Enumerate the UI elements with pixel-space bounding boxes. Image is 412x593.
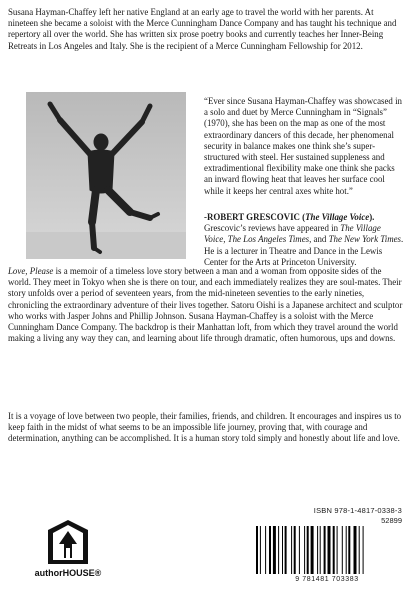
dancer-photo-image [26,92,186,259]
barcode-bar [333,526,335,574]
barcode-bar [359,526,360,574]
review-attribution [204,212,404,268]
barcode-bar [311,526,314,574]
barcode-bar [354,526,357,574]
barcode-bar [363,526,364,574]
barcode-block [252,506,402,586]
barcode-bar [265,526,266,574]
reviewer-bio-2: and [311,234,329,245]
closing-paragraph: It is a voyage of love between two people, their families, friends, and children. It encourages and inspires us to keep faith in the midst of what seems to be an impossible life journey, proving that, with courage and determination, anything can be accomplished. It is a human story told simply and honestly about life and love. [8,411,402,444]
barcode-bar [278,526,279,574]
reviewer-pub-2: The New York Times [328,234,402,245]
reviewer-pubs: The Village Voice, The Los Angeles Times, [204,223,381,245]
barcode-bars [256,526,398,576]
barcode-bar [260,526,261,574]
reviewer-bio-1: Grescovic’s reviews have appeared in [204,223,341,234]
barcode-bar [269,526,271,574]
barcode-bar [299,526,300,574]
barcode-bar [324,526,326,574]
barcode-bar [346,526,347,574]
synopsis-text: is a memoir of a timeless love story between a man and a woman from opposite sides of the world. They meet in Tokyo when she is there on tour, and each immediately realizes they are soul-mates. Their story unfolds over a period of seventeen years, from the mid-nineteen seventies to the early nineties, chronicling the extraordinary adventure of their lives together. Satoru Oishi is a Japanese architect and sculptor who works with Jasper Johns and Phillip Johnson. Susana Hayman-Chaffey is a soloist with the Merce Cunningham Dance Company. The backdrop is their Manhattan loft, from which they travel around the world making a living any way they can, and learning about life through dramatic, often humorous, ups and downs. [8,266,403,344]
barcode-bar [273,526,276,574]
reviewer-suffix: ). [369,212,375,222]
barcode-bar [328,526,331,574]
barcode-bar [337,526,338,574]
reviewer-bio-3: . He is a lecturer in Theatre and Dance in the Lewis Center for the Arts at Princeton University. [204,234,404,267]
review-quote: “Ever since Susana Hayman-Chaffey was showcased in a solo and duet by Merce Cunningham in “Signals” (1970), she has been on the map as one of the most extraordinary dancers of this decade, her phenomenal security in balance makes one think she’s super-structured with steel. Her sustained suppleness and extradimentional flexibility make one think she packs an inward flowing heat that leaves her surface cool while it keeps her central axes white hot.” [204,96,402,196]
barcode-bar [342,526,343,574]
barcode-bar [294,526,296,574]
barcode-bar [320,526,321,574]
publisher-name: authorHOUSE® [34,568,102,578]
barcode-bar [256,526,258,574]
barcode-bar [317,526,318,574]
reviewer-publication: The Village Voice [305,212,370,222]
barcode-bar [304,526,305,574]
dancer-photo [26,92,186,259]
book-title: Love, Please [8,266,54,276]
publisher-logo [22,518,114,584]
barcode-bar [307,526,309,574]
synopsis [8,266,404,344]
ean-number: 9 781481 703383 [295,576,359,583]
barcode-bar [291,526,292,574]
barcode-bar [348,526,350,574]
barcode-bar [285,526,287,574]
isbn-label: ISBN 978-1-4817-0338-3 [313,506,402,515]
price-code: 52899 [381,516,402,525]
authorhouse-logo-icon [22,518,114,566]
author-bio: Susana Hayman-Chaffey left her native England at an early age to travel the world with her parents. At nineteen she became a soloist with the Merce Cunningham Dance Company and has taught his technique and repertory all over the world. She has written six prose poetry books and currently teaches her Inner-Being Retreats in Los Angeles and Italy. She is the recipient of a Merce Cunningham Fellowship for 2012. [8,7,397,51]
reviewer-name: -ROBERT GRESCOVIC ( [204,212,306,222]
barcode-bar [282,526,283,574]
